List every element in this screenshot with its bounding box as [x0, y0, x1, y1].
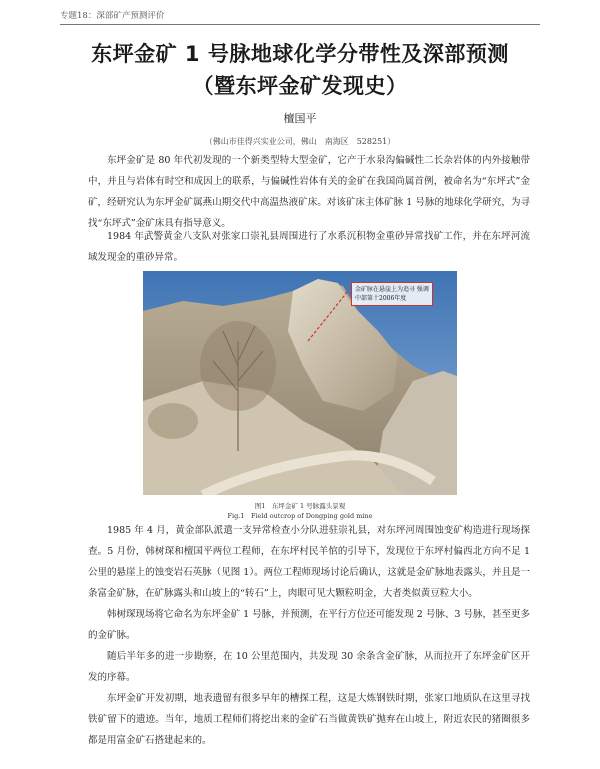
paragraph-history: 东坪金矿开发初期，地表遗留有很多早年的槽探工程，这是大炼钢铁时期，张家口地质队在这里寻找铁矿留下的遗迹。当年，地质工程师们将挖出来的金矿石当做黄铁矿抛弃在山坡上，附近农民的猪圈很多都是用富金矿石搭建起来的。	[88, 693, 530, 746]
figure-caption-cn: 图1 东坪金矿 1 号脉露头景观	[254, 502, 346, 510]
title-line-2: （暨东坪金矿发现史）	[192, 74, 408, 98]
paragraph-1984: 1984 年武警黄金八支队对张家口崇礼县周围进行了水系沉积物金重砂异常找矿工作，并在东坪河流域发现金的重砂异常。	[88, 231, 530, 263]
header-rule	[60, 24, 540, 25]
running-header: 专题18：深部矿产预测评价	[60, 11, 165, 21]
figure-caption-en: Fig.1 Field outcrop of Dongping gold mine	[227, 512, 373, 520]
paragraph-intro: 东坪金矿是 80 年代初发现的一个新类型特大型金矿，它产于水泉沟偏碱性二长杂岩体的内外接触带中，并且与岩体有时空和成因上的联系，与偏碱性岩体有关的金矿在我国尚属首例，被命名为“东坪式”金矿，经研究认为东坪金矿属燕山期交代中高温热液矿床。对该矿床主体矿脉 1 号脉的地球化学研究，为寻找“东坪式”金矿床具有指导意义。	[88, 155, 530, 229]
title-line-1: 东坪金矿 1 号脉地球化学分带性及深部预测	[91, 42, 509, 66]
affiliation: （佛山市佳得兴实业公司，佛山 南海区 528251）	[204, 137, 396, 146]
paragraph-discovery: 1985 年 4 月，黄金部队派遣一支异常检查小分队进驻崇礼县，对东坪河周围蚀变矿构造进行现场探查。5 月份，韩树琛和檀国平两位工程师，在东坪村民羊倌的引导下，发现位于东坪村偏西北方向不足 1 公里的悬崖上的蚀变岩石英脉（见图 1）。两位工程师现场讨论后确认，这就是金矿脉地表露头，并且是一条富金矿脉，在矿脉露头和山坡上的“转石”上，肉眼可见大颗粒明金，大者类似黄豆粒大小。	[88, 525, 530, 599]
figure-callout: 金矿脉在悬崖上为追寻 强调中部第十2006年度	[351, 282, 433, 306]
paragraph-naming: 韩树琛现场将它命名为东坪金矿 1 号脉，并预测，在平行方位还可能发现 2 号脉、3 号脉，甚至更多的金矿脉。	[88, 609, 530, 641]
author: 檀国平	[283, 112, 317, 125]
paragraph-exploration: 随后半年多的进一步勘察，在 10 公里范围内，共发现 30 余条含金矿脉，从而拉开了东坪金矿区开发的序幕。	[88, 651, 530, 683]
body-lower	[88, 520, 530, 751]
